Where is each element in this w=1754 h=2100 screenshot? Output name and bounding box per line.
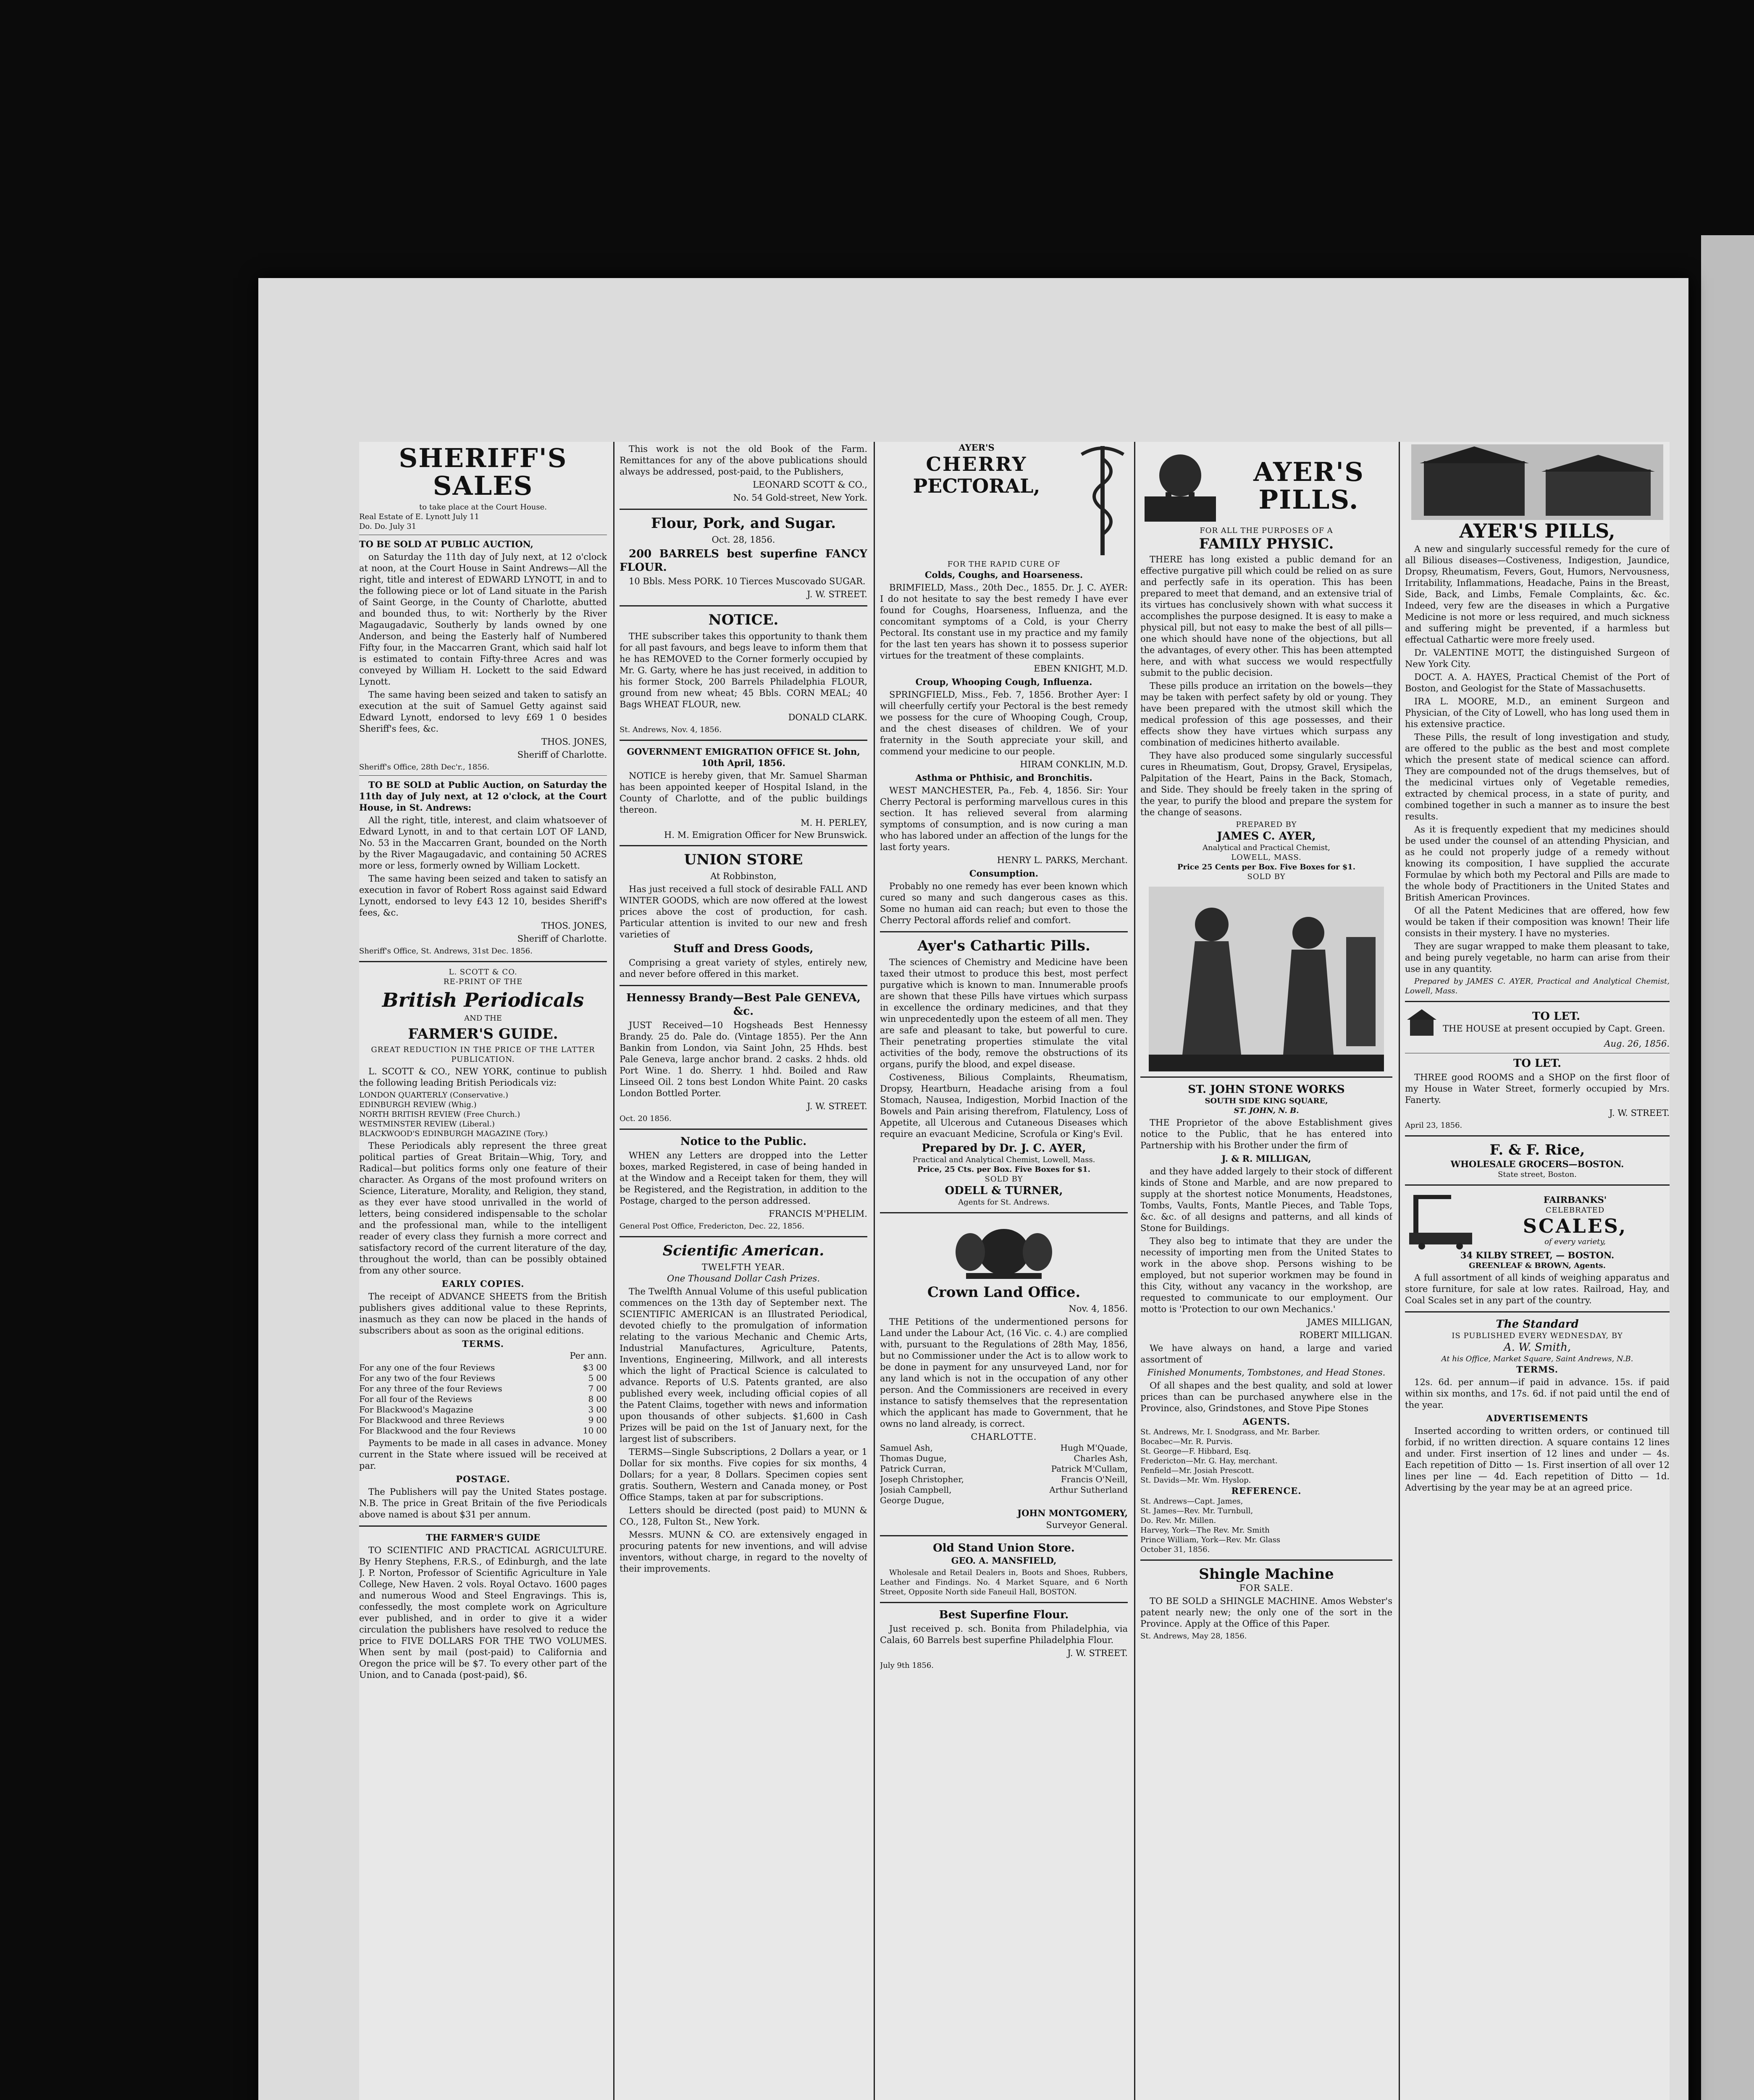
- periodicals-title1: British Periodicals: [382, 989, 584, 1011]
- standard-head: The Standard: [1496, 1318, 1579, 1331]
- column-2: [620, 442, 867, 2100]
- periodicals-reprint: RE-PRINT OF THE: [443, 977, 523, 986]
- petitioner-name: Patrick Curran,: [880, 1464, 946, 1474]
- periodicals-intro: L. SCOTT & CO., NEW YORK, continue to publish the following leading British Periodicals viz:: [359, 1066, 607, 1088]
- scientific-american-text: The Twelfth Annual Volume of this useful publication commences on the 13th day of September next. The SCIENTIFIC AMERICAN is an Illustrated Periodical, devoted chiefly to the promulgation of information relating to the various Mechanic and Chemic Arts, Industrial Manufactures, Agriculture, Patents, Inventions, Engineering, Millwork, and all interests which the light of Practical Science is calculated to advance. Reports of U.S. Patents granted, are also published every week, including official copies of all the Patent Claims, together with news and information upon thousands of other subjects. $1,600 in Cash Prizes will be paid on the 1st of January next, for the largest list of subscribers.: [620, 1286, 867, 1444]
- scientific-american-year: TWELFTH YEAR.: [701, 1262, 785, 1272]
- petitioner-name: Patrick M'Cullam,: [1051, 1464, 1128, 1474]
- ayers-pills-col5-text: A new and singularly successful remedy for the cure of all Bilious diseases—Costiveness, Indigestion, Jaundice, Dropsy, Rheumatism, Fevers, Gout, Humors, Nervousness, Irritability, Inflammations, Headache, Pains in the Breast, Side, Back, and Limbs, Female Complaints, &c. &c. Indeed, very few are the diseases in which a Purgative Medicine is not more or less required, and much sickness and suffering might be prevented, if a harmless but effectual Cathartic were more freely used.: [1405, 544, 1670, 645]
- allegorical-engraving-icon: [1149, 887, 1384, 1071]
- ayers-pills-text: THERE has long existed a public demand for an effective purgative pill which could be relied on as sure and perfectly safe in its operation. This has been prepared to meet that demand, and an extensive trial of its virtues has conclusively shown with what success it accomplishes the purpose designed. It is easy to make a physical pill, but not easy to make the best of all pills—one which should have none of the objections, but all the advantages, of every other. This has been attempted here, and with what success we would respectfully submit to the public decision.: [1140, 554, 1392, 678]
- to-let-date: Aug. 26, 1856.: [1604, 1039, 1670, 1049]
- union-store-text2: Comprising a great variety of styles, entirely new, and never before offered in this market.: [620, 958, 867, 979]
- public-notice-text: WHEN any Letters are dropped into the Letter boxes, marked Registered, in case of being handed in at the Window and a Receipt taken for them, they will be Registered, and the Registration, in addition to the Postage, charged to the person addressed.: [620, 1150, 867, 1206]
- ayers-pills-col5-text6: As it is frequently expedient that my medicines should be used under the counsel of an attending Physician, and as he could not properly judge of a remedy without knowing its composition, I have supplied the accurate Formulae by which both my Pectoral and Pills are made to the whole body of Practitioners in the United States and British American Provinces.: [1405, 824, 1670, 903]
- old-stand-head: Old Stand Union Store.: [933, 1542, 1075, 1554]
- standard-adv-head: ADVERTISEMENTS: [1486, 1413, 1589, 1423]
- table-row: [880, 1485, 1128, 1495]
- price-item: For any three of the four Reviews: [359, 1383, 502, 1394]
- to-let2-head: TO LET.: [1513, 1057, 1562, 1070]
- sheriff-office1: Sheriff's Office, 28th Dec'r., 1856.: [359, 763, 489, 772]
- stone-works-ref-head: REFERENCE.: [1231, 1486, 1302, 1496]
- crown-land-text: THE Petitions of the undermentioned persons for Land under the Labour Act, (16 Vic. c. 4.) are complied with, pursuant to the Regulations of 28th May, 1856, but no Commissioner under the Act is to allow work to be done in payment for any unsurveyed Land, nor for any land which is not in the occupation of any other person. And the Commissioners are received in every instance to satisfy themselves that the representation which the applicant has made to Government, that he owns no land already, is correct.: [880, 1317, 1128, 1429]
- periodicals-desc: These Periodicals ably represent the three great political parties of Great Britain—Whig, Tory, and Radical—but politics forms only one feature of their character. As Organs of the most profound writers on Science, Literature, Morality, and Religion, they stand, as they ever have stood unrivalled in the world of letters, being considered indispensable to the scholar and the professional man, while to the intelligent reader of every class they furnish a more correct and satisfactory record of the current literature of the day, throughout the world, than can be possibly obtained from any other source.: [359, 1141, 607, 1276]
- price-item: For Blackwood and the four Reviews: [359, 1425, 516, 1436]
- emigration-sig: M. H. PERLEY,: [801, 818, 867, 828]
- sheriff-notice2b: The same having been seized and taken to satisfy an execution in favor of Robert Ross against said Edward Lynott, endorsed to levy £43 12 10, besides Sheriff's fees, &c.: [359, 874, 607, 918]
- list-item: Fredericton—Mr. G. Hay, merchant.: [1140, 1457, 1278, 1465]
- stone-works-items: Finished Monuments, Tombstones, and Head Stones.: [1147, 1368, 1386, 1378]
- standard-terms: 12s. 6d. per annum—if paid in advance. 15s. if paid within six months, and 17s. 6d. if not paid until the end of the year.: [1405, 1377, 1670, 1410]
- fairbanks-head: FAIRBANKS': [1543, 1194, 1607, 1205]
- cathartic-prep-head: Prepared by Dr. J. C. AYER,: [922, 1142, 1086, 1155]
- scientific-american-address: Letters should be directed (post paid) to MUNN & CO., 128, Fulton St., New York.: [620, 1505, 867, 1527]
- shingle-date: St. Andrews, May 28, 1856.: [1140, 1632, 1247, 1641]
- to-let-text: THE HOUSE at present occupied by Capt. Green.: [1443, 1023, 1665, 1034]
- price-value: 7 00: [588, 1383, 607, 1394]
- ayers-pills-price: Price 25 Cents per Box. Five Boxes for $1.: [1177, 863, 1356, 872]
- rice-text: WHOLESALE GROCERS—BOSTON.: [1450, 1159, 1624, 1169]
- ayers-pills-col5-text5: These Pills, the result of long investigation and study, are offered to the public as the best and most complete which the present state of medical science can afford. They are compounded not of the drugs themselves, but of the medicinal virtues only of Vegetable remedies, extracted by chemical process, in a state of purity, and combined together in such a manner as to insure the best results.: [1405, 732, 1670, 822]
- ayers-pills-sold: SOLD BY: [1247, 872, 1286, 881]
- price-value: $3 00: [583, 1362, 607, 1373]
- superfine-text: Just received p. sch. Bonita from Philadelphia, via Calais, 60 Barrels best superfine Philadelphia Flour.: [880, 1624, 1128, 1645]
- emigration-sig2: H. M. Emigration Officer for New Brunswick.: [664, 830, 867, 840]
- scientific-american-prize: One Thousand Dollar Cash Prizes.: [667, 1273, 820, 1284]
- newspaper-page: [258, 278, 1688, 2100]
- list-item: Bocabec—Mr. R. Purvis.: [1140, 1437, 1233, 1446]
- to-let2-text: THREE good ROOMS and a SHOP on the first floor of my House in Water Street, formerly occupied by Mrs. Fanerty.: [1405, 1072, 1670, 1105]
- notice-text: THE subscriber takes this opportunity to thank them for all past favours, and begs leave to inform them that he has REMOVED to the Corner formerly occupied by Mr. G. Garty, where he has just received, in addition to his former Stock, 200 Barrels Philadelphia FLOUR, ground from new wheat; 45 Bbls. CORN MEAL; 40 Bags WHEAT FLOUR, new.: [620, 631, 867, 709]
- old-stand-text: Wholesale and Retail Dealers in, Boots and Shoes, Rubbers, Leather and Findings. No. 4 Market Square, and 6 North Street, Opposite North side Faneuil Hall, BOSTON.: [880, 1568, 1128, 1596]
- table-row: [359, 1404, 607, 1415]
- list-item: LONDON QUARTERLY (Conservative.): [359, 1091, 509, 1100]
- standard-terms-head: TERMS.: [1516, 1364, 1559, 1375]
- cathartic-text2: Costiveness, Bilious Complaints, Rheumatism, Dropsy, Heartburn, Headache arising from a foul Stomach, Nausea, Indigestion, Morbid Inaction of the Bowels and Pain arising therefrom, Flatulency, Loss of Appetite, all Ulcerous and Cutaneous Diseases which require an evacuant Medicine, Scrofula or King's Evil.: [880, 1072, 1128, 1139]
- cherry-for: FOR THE RAPID CURE OF: [947, 560, 1061, 569]
- sheriff-office2: Sheriff's Office, St. Andrews, 31st Dec. 1856.: [359, 947, 533, 956]
- crown-land-sig: JOHN MONTGOMERY,: [1017, 1508, 1128, 1518]
- lion-crest-icon: [1140, 446, 1220, 526]
- stone-works-text: THE Proprietor of the above Establishment gives notice to the Public, that he has entered into Partnership with his Brother under the firm of: [1140, 1118, 1392, 1150]
- petitioner-name: Samuel Ash,: [880, 1443, 933, 1453]
- rice-head: F. & F. Rice,: [1489, 1142, 1585, 1158]
- platform-scale-icon: [1405, 1191, 1476, 1250]
- price-item: For any one of the four Reviews: [359, 1362, 495, 1373]
- cathartic-head: Ayer's Cathartic Pills.: [917, 937, 1090, 954]
- sheriff-sig2b: Sheriff of Charlotte.: [517, 934, 607, 944]
- asthma-head: Asthma or Phthisic, and Bronchitis.: [915, 772, 1092, 783]
- periodicals-early-head: EARLY COPIES.: [441, 1278, 525, 1289]
- to-let2-date: April 23, 1856.: [1405, 1121, 1463, 1130]
- periodicals-publisher: L. SCOTT & CO.: [449, 968, 517, 976]
- cathartic-agents: ODELL & TURNER,: [945, 1184, 1063, 1197]
- crown-land-county: CHARLOTTE.: [971, 1432, 1037, 1442]
- petitioner-name: Arthur Sutherland: [1049, 1485, 1128, 1495]
- stone-works-text2: and they have added largely to their stock of different kinds of Stone and Marble, and are now prepared to supply at the shortest notice Monuments, Headstones, Tombs, Vaults, Fonts, Mantle Pieces, and Table Tops, &c. &c. of all designs and patterns, and all kinds of Stone for Buildings.: [1140, 1166, 1392, 1233]
- farmer-head: THE FARMER'S GUIDE: [425, 1532, 541, 1543]
- fairbanks-agents: GREENLEAF & BROWN, Agents.: [1469, 1261, 1606, 1270]
- emigration-head: GOVERNMENT EMIGRATION OFFICE St. John, 10th April, 1856.: [627, 746, 860, 768]
- superfine-date: July 9th 1856.: [880, 1661, 934, 1670]
- price-value: 5 00: [588, 1373, 607, 1383]
- flour-items: 10 Bbls. Mess PORK. 10 Tierces Muscovado SUGAR.: [629, 576, 866, 586]
- flour-date: Oct. 28, 1856.: [712, 535, 775, 545]
- table-row: [880, 1495, 1128, 1506]
- periodicals-price-table: [359, 1362, 607, 1436]
- price-item: For Blackwood and three Reviews: [359, 1415, 504, 1425]
- sheriff-line1: Real Estate of E. Lynott July 11: [359, 512, 479, 521]
- ayers-pills-col5-prep: Prepared by JAMES C. AYER, Practical and Analytical Chemist, Lowell, Mass.: [1405, 977, 1670, 995]
- list-item: Penfield—Mr. Josiah Prescott.: [1140, 1466, 1254, 1475]
- fairbanks-sub: CELEBRATED: [1545, 1205, 1605, 1215]
- croup-sig: HIRAM CONKLIN, M.D.: [1020, 759, 1128, 769]
- superfine-head: Best Superfine Flour.: [939, 1609, 1069, 1621]
- scientific-american-terms: TERMS—Single Subscriptions, 2 Dollars a year, or 1 Dollar for six months. Five copies for six months, 4 Dollars; for a year, 8 Dollars. Specimen copies sent gratis. Southern, Western and Canada money, or Post Office Stamps, taken at par for subscriptions.: [620, 1447, 867, 1502]
- stone-works-text3: They also beg to intimate that they are under the necessity of importing men from the United States to work in the above shop. Persons wishing to be employed, but not superior workmen may be found in this City, without any vacancy in the workshop, are requested to communicate to our employment. Our motto is 'Protection to our own Mechanics.': [1140, 1236, 1392, 1314]
- list-item: St. Andrews, Mr. I. Snodgrass, and Mr. Barber.: [1140, 1428, 1320, 1436]
- ayers-pills-family: FAMILY PHYSIC.: [1199, 536, 1334, 552]
- table-row: [359, 1425, 607, 1436]
- union-store-big: Stuff and Dress Goods,: [673, 942, 814, 955]
- croup-head: Croup, Whooping Cough, Influenza.: [915, 677, 1092, 687]
- stone-works-date: October 31, 1856.: [1140, 1545, 1210, 1554]
- price-item: For Blackwood's Magazine: [359, 1404, 473, 1415]
- column-3: [880, 442, 1128, 2100]
- union-store-sub: At Robbinston,: [710, 871, 777, 881]
- petitioner-name: Hugh M'Quade,: [1060, 1443, 1128, 1453]
- flour-sig: J. W. STREET.: [807, 589, 867, 599]
- ayers-pills-city: LOWELL, MASS.: [1231, 853, 1302, 862]
- superfine-sig: J. W. STREET.: [1067, 1648, 1128, 1658]
- shingle-sale: FOR SALE.: [1239, 1583, 1294, 1593]
- cherry-title1: CHERRY: [926, 453, 1027, 475]
- stone-works-refs: [1140, 1496, 1392, 1545]
- notice-head: NOTICE.: [708, 612, 779, 628]
- table-row: [880, 1474, 1128, 1485]
- notice-date: St. Andrews, Nov. 4, 1856.: [620, 725, 722, 734]
- house-icon: [1405, 1007, 1439, 1037]
- price-value: 9 00: [588, 1415, 607, 1425]
- table-row: [359, 1383, 607, 1394]
- stone-works-text4: Of all shapes and the best quality, and sold at lower prices than can be purchased anywhere else in the Province, also, Grindstones, and Stove Pipe Stones: [1140, 1381, 1392, 1413]
- periodicals-list: [359, 1090, 607, 1139]
- ayers-pills-brand: AYER'S PILLS.: [1253, 457, 1364, 515]
- table-row: [359, 1394, 607, 1404]
- fairbanks-address: 34 KILBY STREET, — BOSTON.: [1460, 1250, 1615, 1260]
- sheriff-line2: Do. Do. July 31: [359, 522, 417, 531]
- periodicals-early: The receipt of ADVANCE SHEETS from the British publishers gives additional value to these Reprints, inasmuch as they can now be placed in the hands of subscribers about as soon as the original editions.: [359, 1292, 607, 1336]
- sheriff-notice1b: The same having been seized and taken to satisfy an execution at the suit of Samuel Getty against said Edward Lynott, endorsed to levy £69 1 0 besides Sheriff's fees, &c.: [359, 690, 607, 734]
- list-item: NORTH BRITISH REVIEW (Free Church.): [359, 1110, 520, 1119]
- caduceus-icon: [1077, 442, 1128, 559]
- periodicals-and: AND THE: [464, 1014, 502, 1023]
- periodicals-title2: FARMER'S GUIDE.: [408, 1026, 558, 1042]
- sheriff-title: SHERIFF'S SALES: [399, 443, 567, 501]
- column-5: [1405, 442, 1670, 2100]
- list-item: St. Davids—Mr. Wm. Hyslop.: [1140, 1476, 1251, 1485]
- flour-big: 200 BARRELS best superfine FANCY FLOUR.: [620, 548, 867, 574]
- cathartic-text: The sciences of Chemistry and Medicine have been taxed their utmost to produce this best, most perfect purgative which is known to man. Innumerable proofs are shown that these Pills have virtues which surpass in excellence the ordinary medicines, and that they win unprecedentedly upon the esteem of all men. They are safe and pleasant to take, but powerful to cure. Their penetrating properties stimulate the vital activities of the body, remove the obstructions of its organs, purify the blood, and expel disease.: [880, 957, 1128, 1069]
- sheriff-sig2a: THOS. JONES,: [541, 921, 607, 931]
- sheriff-notice2: All the right, title, interest, and claim whatsoever of Edward Lynott, in and to that certain LOT OF LAND, No. 53 in the Maccarren Grant, bounded on the North by the River Magaugadavic, and containing 50 ACRES more or less, formerly owned by William Lockett.: [359, 815, 607, 871]
- brandy-sig: J. W. STREET.: [807, 1101, 867, 1111]
- petitioner-name: Josiah Campbell,: [880, 1485, 952, 1495]
- cathartic-price: Price, 25 Cts. per Box. Five Boxes for $1.: [917, 1165, 1091, 1174]
- sheriff-sig1a: THOS. JONES,: [541, 737, 607, 747]
- table-row: [880, 1464, 1128, 1474]
- cherry-text: BRIMFIELD, Mass., 20th Dec., 1855. Dr. J. C. AYER: I do not hesitate to say the best remedy I have ever found for Coughs, Hoarseness, Influenza, and the concomitant symptoms of a Cold, is your Cherry Pectoral. Its constant use in my practice and my family for the last ten years has shown it to possess superior virtues for the treatment of these complaints.: [880, 583, 1128, 661]
- col2-pub-b: No. 54 Gold-street, New York.: [733, 493, 867, 503]
- petitioner-name: Thomas Dugue,: [880, 1453, 947, 1463]
- ayers-pills-col5-text2: Dr. VALENTINE MOTT, the distinguished Surgeon of New York City.: [1405, 648, 1670, 669]
- ayer-label: AYER'S: [958, 442, 995, 453]
- cherry-title2: PECTORAL,: [913, 475, 1040, 497]
- asthma-sig: HENRY L. PARKS, Merchant.: [997, 855, 1128, 865]
- notice-sig: DONALD CLARK.: [788, 712, 867, 722]
- crown-land-date: Nov. 4, 1856.: [1069, 1304, 1128, 1314]
- brandy-date: Oct. 20 1856.: [620, 1114, 672, 1123]
- ayers-pills-text2: These pills produce an irritation on the bowels—they may be taken with perfect safety by old or young. They have been prepared with the utmost skill which the medical profession of this age possesses, and their effects show they have virtues which surpass any combination of medicines hitherto available.: [1140, 681, 1392, 748]
- petitioner-name: Francis O'Neill,: [1061, 1474, 1128, 1484]
- public-notice-date: General Post Office, Fredericton, Dec. 22, 1856.: [620, 1222, 804, 1231]
- petitioner-name: Joseph Christopher,: [880, 1474, 964, 1484]
- list-item: Harvey, York—The Rev. Mr. Smith: [1140, 1526, 1270, 1535]
- stone-works-sig: JAMES MILLIGAN,: [1307, 1317, 1392, 1327]
- cathartic-prep: Practical and Analytical Chemist, Lowell, Mass.: [912, 1155, 1095, 1164]
- standard-publisher: A. W. Smith,: [1503, 1341, 1571, 1354]
- list-item: Do. Rev. Mr. Millen.: [1140, 1516, 1216, 1525]
- fairbanks-text: A full assortment of all kinds of weighing apparatus and store furniture, for sale at low rates. Railroad, Hay, and Coal Scales set in any part of the country.: [1405, 1273, 1670, 1305]
- crown-land-sig2: Surveyor General.: [1046, 1520, 1128, 1530]
- crown-land-names: [880, 1443, 1128, 1506]
- table-row: [359, 1362, 607, 1373]
- periodicals-terms-head: TERMS.: [462, 1339, 504, 1349]
- stone-works-city: ST. JOHN, N. B.: [1234, 1106, 1299, 1115]
- petitioner-name: Charles Ash,: [1074, 1453, 1128, 1463]
- list-item: Prince William, York—Rev. Mr. Glass: [1140, 1536, 1281, 1544]
- to-let-head: TO LET.: [1532, 1010, 1581, 1023]
- fairbanks-variety: of every variety,: [1544, 1237, 1606, 1246]
- consumption-text: Probably no one remedy has ever been known which cured so many and such dangerous cases as this. Some no human aid can reach; but even to those the Cherry Pectoral affords relief and comfort.: [880, 881, 1128, 925]
- cherry-sig: EBEN KNIGHT, M.D.: [1034, 664, 1128, 674]
- public-notice-sig: FRANCIS M'PHELIM.: [769, 1209, 867, 1219]
- standard-adv: Inserted according to written orders, or continued till forbid, if no written direction. A square contains 12 lines and under. First insertion of 12 lines and under — 4s. Each repetition of Ditto — 1s. First insertion of all over 12 lines per line — 4d. Each repetition of Ditto — 1d. Advertising by the year may be at an agreed price.: [1405, 1426, 1670, 1493]
- sheriff-notice2-head: TO BE SOLD at Public Auction, on Saturday the 11th day of July next, at 12 o'clock, at the Court House, in St. Andrews:: [359, 780, 607, 813]
- emigration-text: NOTICE is hereby given, that Mr. Samuel Sharman has been appointed keeper of Hospital Island, in the County of Charlotte, and of the public buildings thereon.: [620, 771, 867, 815]
- union-store-text: Has just received a full stock of desirable FALL AND WINTER GOODS, which are now offered at the lowest prices above the cost of production, for cash. Particular attention is invited to our new and fresh varieties of: [620, 884, 867, 940]
- sheriff-sig1b: Sheriff of Charlotte.: [517, 750, 607, 760]
- list-item: BLACKWOOD'S EDINBURGH MAGAZINE (Tory.): [359, 1129, 548, 1138]
- shingle-head: Shingle Machine: [1199, 1566, 1334, 1583]
- stone-works-firm: J. & R. MILLIGAN,: [1221, 1153, 1311, 1164]
- standard-address: At his Office, Market Square, Saint Andrews, N.B.: [1441, 1354, 1633, 1363]
- crown-land-head: Crown Land Office.: [927, 1284, 1081, 1301]
- stone-works-head: ST. JOHN STONE WORKS: [1188, 1083, 1345, 1096]
- ayers-pills-col5-brand: AYER'S PILLS,: [1459, 520, 1615, 542]
- cathartic-agents-sub: Agents for St. Andrews.: [958, 1198, 1050, 1207]
- column-4: [1140, 442, 1392, 2100]
- price-item: For any two of the four Reviews: [359, 1373, 495, 1383]
- stone-works-sub: SOUTH SIDE KING SQUARE,: [1205, 1097, 1328, 1105]
- periodicals-per-annum: Per ann.: [570, 1351, 607, 1361]
- stone-works-hand: We have always on hand, a large and varied assortment of: [1140, 1343, 1392, 1365]
- col2-top: This work is not the old Book of the Farm. Remittances for any of the above publications should always be addressed, post-paid, to the Publishers,: [620, 444, 867, 477]
- list-item: St. Andrews—Capt. James,: [1140, 1497, 1243, 1506]
- price-value: 3 00: [588, 1404, 607, 1415]
- standard-sub: IS PUBLISHED EVERY WEDNESDAY, BY: [1452, 1331, 1623, 1340]
- table-row: [880, 1453, 1128, 1464]
- to-let2-sig: J. W. STREET.: [1609, 1108, 1670, 1118]
- price-item: For all four of the Reviews: [359, 1394, 472, 1404]
- petitioner-name: George Dugue,: [880, 1495, 945, 1505]
- ayers-pills-col5-text7: Of all the Patent Medicines that are offered, how few would be taken if their composition was known! Their life consists in their mystery. I have no mysteries.: [1405, 906, 1670, 938]
- union-store-head: UNION STORE: [684, 851, 803, 868]
- brandy-text: JUST Received—10 Hogsheads Best Hennessy Brandy. 25 do. Pale do. (Vintage 1855). Per the Ann Bankin from London, via Saint John, 25 Hhds. best Pale Geneva, large anchor brand. 2 casks. 2 hhds. old Port Wine. 1 do. Sherry. 1 hhd. Boiled and Raw Linseed Oil. 2 tons best London White Paint. 20 casks London Bottled Porter.: [620, 1020, 867, 1098]
- list-item: WESTMINSTER REVIEW (Liberal.): [359, 1120, 495, 1129]
- periodicals-reduction: GREAT REDUCTION IN THE PRICE OF THE LATTER PUBLICATION.: [371, 1045, 595, 1064]
- shingle-text: TO BE SOLD a SHINGLE MACHINE. Amos Webster's patent nearly new; the only one of the sort in the Province. Apply at the Office of this Paper.: [1140, 1596, 1392, 1629]
- old-stand-name: GEO. A. MANSFIELD,: [951, 1555, 1057, 1566]
- scientific-american-foot: Messrs. MUNN & CO. are extensively engaged in procuring patents for new inventions, and will advise inventors, without charge, in regard to the novelty of their improvements.: [620, 1530, 867, 1574]
- brandy-head: Hennessy Brandy—Best Pale GENEVA, &c.: [626, 992, 861, 1018]
- sheriff-notice1: on Saturday the 11th day of July next, at 12 o'clock at noon, at the Court House in Saint Andrews—All the right, title and interest of EDWARD LYNOTT, in and to the following piece or lot of Land situate in the Parish of Saint George, in the County of Charlotte, abutted and bounded thus, to wit: Northerly by the River Magaugadavic, Southerly by lands owned by one Anderson, and being the Easterly half of Numbered Fifty four, in the Maccarren Grant, which said half lot is estimated to contain Fifty-three Acres and was conveyed by William H. Lockett to the said Edward Lynott.: [359, 552, 607, 687]
- ayers-pills-prep-head: PREPARED BY: [1236, 820, 1297, 829]
- sheriff-sub: to take place at the Court House.: [419, 503, 547, 512]
- fairbanks-scales: SCALES,: [1523, 1214, 1628, 1237]
- sheriff-notice1-head: TO BE SOLD AT PUBLIC AUCTION,: [359, 539, 533, 549]
- flour-head: Flour, Pork, and Sugar.: [651, 515, 836, 532]
- ayers-pills-col5-text4: IRA L. MOORE, M.D., an eminent Surgeon and Physician, of the City of Lowell, who has long used them in his extensive practice.: [1405, 696, 1670, 729]
- ayers-pills-for-all: FOR ALL THE PURPOSES OF A: [1200, 526, 1333, 535]
- stone-works-sig2: ROBERT MILLIGAN.: [1299, 1330, 1392, 1340]
- table-row: [359, 1373, 607, 1383]
- list-item: St. James—Rev. Mr. Turnbull,: [1140, 1507, 1253, 1515]
- table-row: [880, 1443, 1128, 1453]
- periodicals-payment: Payments to be made in all cases in advance. Money current in the State where issued will be received at par.: [359, 1438, 607, 1471]
- consumption-head: Consumption.: [969, 868, 1039, 879]
- col2-pub-a: LEONARD SCOTT & CO.,: [753, 480, 867, 490]
- scientific-american-head: Scientific American.: [662, 1242, 824, 1259]
- newspaper-print-area: [359, 442, 1670, 2100]
- list-item: EDINBURGH REVIEW (Whig.): [359, 1100, 477, 1109]
- ayers-pills-col5-text3: DOCT. A. A. HAYES, Practical Chemist of the Port of Boston, and Geologist for the State of Massachusetts.: [1405, 672, 1670, 693]
- asthma-text: WEST MANCHESTER, Pa., Feb. 4, 1856. Sir: Your Cherry Pectoral is performing marvellous cures in this section. It has relieved several from alarming symptoms of consumption, and is now curing a man who has labored under an affection of the lungs for the last forty years.: [880, 785, 1128, 852]
- stone-works-agents: [1140, 1427, 1392, 1485]
- ayers-pills-chemist: JAMES C. AYER,: [1217, 830, 1316, 843]
- ayers-pills-col5-text8: They are sugar wrapped to make them pleasant to take, and being purely vegetable, no harm can arise from their use in any quantity.: [1405, 941, 1670, 974]
- cathartic-sold-by: SOLD BY: [985, 1175, 1023, 1184]
- public-notice-head: Notice to the Public.: [680, 1135, 807, 1148]
- rice-text2: State street, Boston.: [1498, 1170, 1577, 1179]
- ayers-pills-chemist2: Analytical and Practical Chemist,: [1203, 843, 1330, 852]
- periodicals-postage: The Publishers will pay the United States postage. N.B. The price in Great Britain of the five Periodicals above named is about $31 per annum.: [359, 1487, 607, 1520]
- farmer-text: TO SCIENTIFIC AND PRACTICAL AGRICULTURE. By Henry Stephens, F.R.S., of Edinburgh, and the late J. P. Norton, Professor of Scientific Agriculture in Yale College, New Haven. 2 vols. Royal Octavo. 1600 pages and numerous Wood and Steel Engravings. This is, confessedly, the most complete work on Agriculture ever published, and in order to give it a wider circulation the publishers have resolved to reduce the price to FIVE DOLLARS FOR THE TWO VOLUMES. When sent by mail (post-paid) to California and Oregon the price will be $7. To every other part of the Union, and to Canada (post-paid), $6.: [359, 1545, 607, 1680]
- building-engraving-icon: [1411, 444, 1663, 520]
- table-row: [359, 1415, 607, 1425]
- adjacent-page-edge: [1701, 235, 1754, 2100]
- ayers-pills-text3: They have also produced some singularly successful cures in Rheumatism, Gout, Dropsy, Gravel, Erysipelas, Palpitation of the Heart, Pains in the Back, Stomach, and Side. They should be freely taken in the spring of the year, to purify the blood and prepare the system for the change of seasons.: [1140, 751, 1392, 817]
- stone-works-agents-head: AGENTS.: [1242, 1416, 1290, 1427]
- list-item: St. George—F. Hibbard, Esq.: [1140, 1447, 1251, 1456]
- cherry-cure: Colds, Coughs, and Hoarseness.: [924, 570, 1083, 580]
- royal-arms-icon: [949, 1218, 1058, 1281]
- croup-text: SPRINGFIELD, Miss., Feb. 7, 1856. Brother Ayer: I will cheerfully certify your Pectoral is the best remedy we possess for the cure of Whooping Cough, Croup, and the chest diseases of children. We of your fraternity in the South appreciate your skill, and commend your medicine to our people.: [880, 690, 1128, 756]
- column-1: [359, 442, 607, 2100]
- periodicals-postage-head: POSTAGE.: [456, 1474, 510, 1484]
- price-value: 10 00: [583, 1425, 607, 1436]
- price-value: 8 00: [588, 1394, 607, 1404]
